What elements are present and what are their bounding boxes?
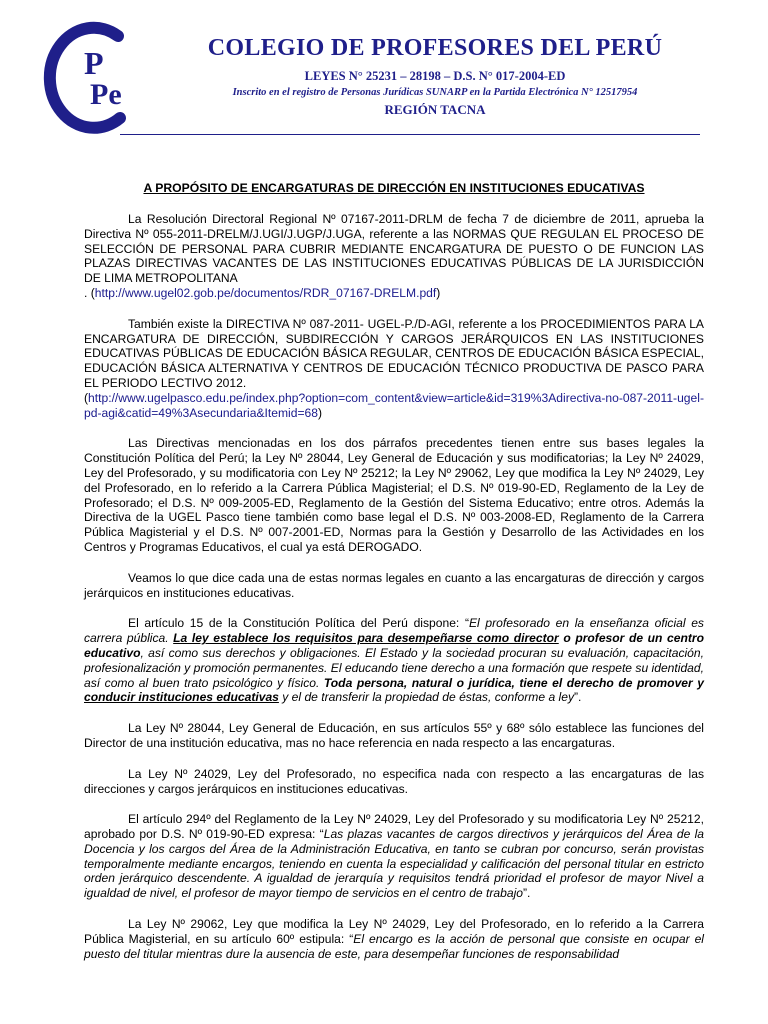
paragraph-7: La Ley Nº 24029, Ley del Profesorado, no especifica nada con respecto a las encargaturas de las direcciones y cargos jerárquicos en instituciones educativas.: [84, 766, 704, 796]
cppe-logo: [40, 14, 140, 134]
paragraph-5: [84, 616, 704, 705]
institution-title: COLEGIO DE PROFESORES DEL PERÚ: [207, 35, 663, 61]
document-body: [84, 212, 704, 977]
header-divider: [120, 134, 700, 135]
ugel02-link[interactable]: http://www.ugel02.gob.pe/documentos/RDR_07167-DRELM.pdf: [94, 285, 437, 300]
p5-emphasis-conducir: conducir instituciones educativas: [84, 690, 279, 705]
link-prefix: . (: [84, 285, 95, 300]
link-suffix: ): [317, 405, 322, 420]
paragraph-6: La Ley Nº 28044, Ley General de Educación, en sus artículos 55º y 68º sólo establece las funciones del Director de una institución educativa, mas no hace referencia en nada respecto a las encargaturas.: [84, 721, 704, 750]
paragraph-2: [84, 317, 704, 421]
laws-line: LEYES N° 25231 – 28198 – D.S. N° 017-2004-ED: [304, 69, 566, 83]
paragraph-9: [84, 917, 704, 961]
paragraph-8: [84, 812, 704, 901]
p5-close-quote: ”.: [574, 690, 582, 705]
p5-intro: El artículo 15 de la Constitución Política del Perú dispone: “: [128, 616, 469, 631]
p5-quote-end: y el de transferir la propiedad de éstas, conforme a ley: [278, 690, 575, 705]
document-title: A PROPÓSITO DE ENCARGATURAS DE DIRECCIÓN EN INSTITUCIONES EDUCATIVAS: [143, 181, 645, 195]
p9-quote: El encargo es la acción de personal que consiste en ocupar el puesto del titular mientras dure la ausencia de este, para desempeñar funciones de responsabilidad: [84, 931, 704, 961]
p5-quote-start: El profesorado en la enseñanza oficial es carrera pública.: [84, 616, 704, 646]
p9-intro: La Ley Nº 29062, Ley que modifica la Ley Nº 24029, Ley del Profesorado, en lo referido a la Carrera Pública Magisterial, en su artículo 60º estipula: “: [84, 917, 704, 946]
p8-close-quote: ”.: [522, 886, 531, 901]
letterhead: [150, 34, 720, 118]
ugelpasco-link[interactable]: http://www.ugelpasco.edu.pe/index.php?option=com_content&view=article&id=319%3Adirectiva-no-087-2011-ugel-pd-agi&catid=49%3Asecundaria&Itemid=68: [84, 390, 704, 420]
p5-emphasis-centro: o profesor de un centro educativo: [84, 631, 704, 660]
paragraph-3: Las Directivas mencionadas en los dos párrafos precedentes tienen entre sus bases legales la Constitución Política del Perú; la Ley Nº 28044, Ley General de Educación y sus modificatorias; la Ley Nº 24029, Ley del Profesorado, y su modificatoria con Ley Nº 25212; la Ley Nº 29062, Ley que modifica la Ley Nº 24029, Ley del Profesorado, en lo referido a la Carrera Pública Magisterial; el D.S. Nº 019-90-ED, Reglamento de la Ley de Profesorado; el D.S. Nº 009-2005-ED, Reglamento de la Gestión del Sistema Educativo; entre otros. Además la Directiva de la UGEL Pasco tiene también como base legal el D.S. Nº 003-2008-ED, Reglamento de la Carrera Pública Magisterial y el D.S. Nº 007-2001-ED, Normas para la Gestión y Desarrollo de las Actividades en los Centros y Programas Educativos, el cual ya está DEROGADO.: [84, 436, 704, 554]
paragraph-1: [84, 212, 704, 301]
p5-emphasis-requisitos: La ley establece los requisitos para desempeñarse como director: [173, 631, 559, 646]
link-prefix: (: [84, 390, 89, 405]
paragraph-2-text: También existe la DIRECTIVA Nº 087-2011- UGEL-P./D-AGI, referente a los PROCEDIMIENTOS PARA LA ENCARGATURA DE DIRECCIÓN, SUBDIRECCIÓN Y CARGOS JERÁRQUICOS EN LAS INSTITUCIONES EDUCATIVAS PÚBLICAS DE EDUCACIÓN BÁSICA REGULAR, CENTROS DE EDUCACIÓN BÁSICA ESPECIAL, EDUCACIÓN BÁSICA ALTERNATIVA Y CENTROS DE EDUCACIÓN TÉCNICO PRODUCTIVA DE PASCO PARA EL PERIODO LECTIVO 2012.: [84, 316, 704, 390]
registry-line: Inscrito en el registro de Personas Jurídicas SUNARP en la Partida Electrónica N° 12517954: [232, 87, 638, 98]
p5-emphasis-persona: Toda persona, natural o jurídica, tiene el derecho de promover y: [323, 675, 704, 690]
logo-letter-p: P: [84, 45, 104, 81]
paragraph-4: Veamos lo que dice cada una de estas normas legales en cuanto a las encargaturas de dirección y cargos jerárquicos en instituciones educativas.: [84, 570, 704, 600]
logo-letters-pe: Pe: [90, 78, 122, 111]
p5-quote-middle: , así como sus derechos y obligaciones. El Estado y la sociedad procuran su evaluación, capacitación, profesionalización y promoción permanentes. El educando tiene derecho a una formación que respete su identidad, así como al buen trato psicológico y físico.: [84, 645, 704, 690]
link-suffix: ): [436, 285, 441, 300]
paragraph-1-text: La Resolución Directoral Regional Nº 07167-2011-DRLM de fecha 7 de diciembre de 2011, aprueba la Directiva Nº 055-2011-DRELM/J.UGI/J.UGP/J.UGA, referente a las NORMAS QUE REGULAN EL PROCESO DE SELECCIÓN DE PERSONAL PARA CUBRIR MEDIANTE ENCARGATURA DE PUESTO O DE FUNCION LAS PLAZAS DIRECTIVAS VACANTES DE LAS INSTITUCIONES EDUCATIVAS PÚBLICAS DE LA JURISDICCIÓN DE LIMA METROPOLITANA: [84, 212, 704, 286]
region-line: REGIÓN TACNA: [384, 102, 486, 117]
p8-quote: Las plazas vacantes de cargos directivos y jerárquicos del Área de la Docencia y los cargos del Área de la Administración Educativa, en tanto se cubran por concurso, serán provistas temporalmente mediante encargos, teniendo en cuenta la especialidad y calificación del personal titular en estricto orden jerárquico descendente. A igualdad de jerarquía y requisitos tendrá prioridad el profesor de mayor Nivel a igualdad de nivel, el profesor de mayor tiempo de servicios en el centro de trabajo: [84, 827, 704, 901]
p8-intro: El artículo 294º del Reglamento de la Ley Nº 24029, Ley del Profesorado y su modificatoria Ley Nº 25212, aprobado por D.S. Nº 019-90-ED expresa: “: [84, 812, 704, 842]
